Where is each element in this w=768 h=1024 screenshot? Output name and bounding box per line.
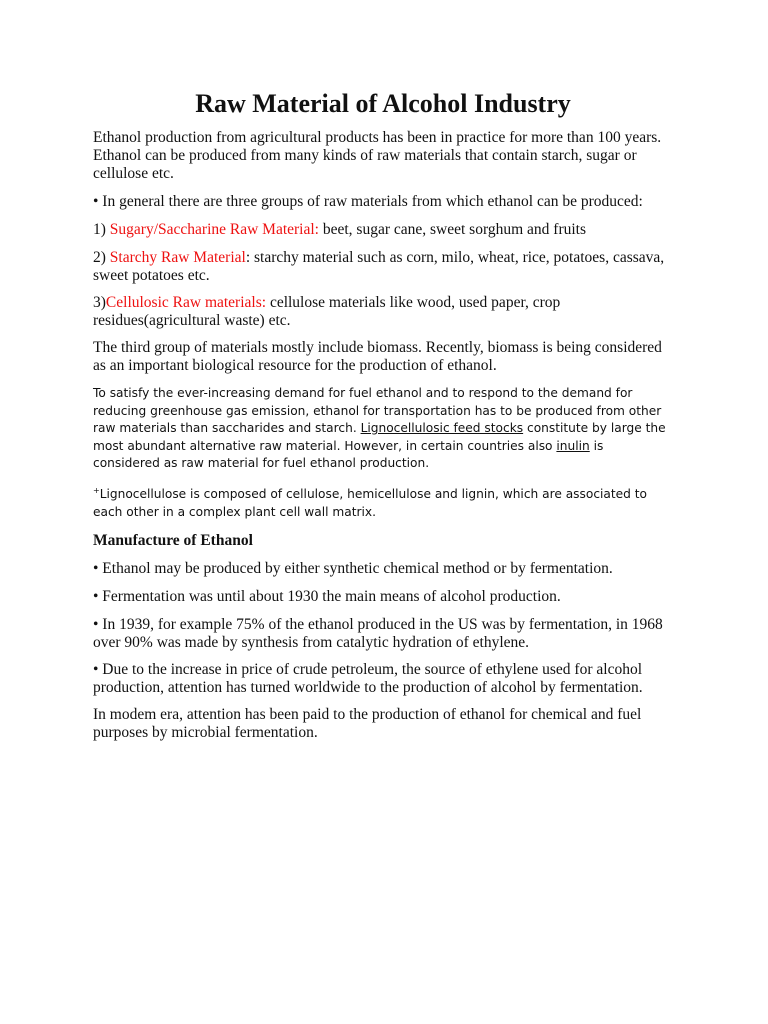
- groups-intro-bullet: • In general there are three groups of raw materials from which ethanol can be produced:: [93, 193, 643, 210]
- note-marker: +: [93, 485, 100, 495]
- item-text: beet, sugar cane, sweet sorghum and fruits: [318, 221, 586, 238]
- paragraph-text: is considered as raw material for fuel ethanol production.: [93, 438, 604, 471]
- item-text: : starchy material such as corn, milo, wheat, rice, potatoes, cassava, sweet potatoes etc.: [93, 249, 665, 284]
- document-body: [93, 88, 673, 742]
- paragraph-text: To satisfy the ever-increasing demand for fuel ethanol and to respond to the demand for reducing greenhouse gas emission, ethanol for transportation has to be produced from other raw materials than saccharides and starch.: [93, 386, 662, 436]
- inulin-link[interactable]: inulin: [556, 438, 590, 453]
- lignocellulosic-link[interactable]: Lignocellulosic feed stocks: [360, 421, 524, 436]
- raw-material-item-starchy: [93, 249, 673, 285]
- page-title: Raw Material of Alcohol Industry: [195, 89, 571, 118]
- bullet-synthetic-fermentation: • Ethanol may be produced by either synthetic chemical method or by fermentation.: [93, 560, 613, 578]
- note-text: Lignocellulose is composed of cellulose, hemicellulose and lignin, which are associated to each other in a complex plant cell wall matrix.: [93, 487, 647, 519]
- bullet-fermentation-1930: • Fermentation was until about 1930 the main means of alcohol production.: [93, 588, 561, 606]
- section-heading: Manufacture of Ethanol: [93, 532, 253, 550]
- lignocellulose-note: [93, 482, 673, 521]
- item-text: cellulose materials like wood, used paper, crop residues(agricultural waste) etc.: [93, 294, 561, 329]
- raw-material-item-cellulosic: [93, 294, 673, 330]
- intro-paragraph: Ethanol production from agricultural products has been in practice for more than 100 years. Ethanol can be produced from many kinds of raw materials that contain starch, sugar or cellulose etc.: [93, 129, 662, 182]
- paragraph-text: constitute by large the most abundant alternative raw material. However, in certain countries also: [93, 421, 666, 453]
- item-label-starchy: Starchy Raw Material: [109, 249, 246, 266]
- item-number: 1): [93, 221, 110, 238]
- raw-material-item-sugary: [93, 221, 673, 239]
- item-number: 3): [93, 294, 106, 311]
- modern-era-paragraph: In modem era, attention has been paid to the production of ethanol for chemical and fuel purposes by microbial fermentation.: [93, 706, 642, 742]
- item-label-cellulosic: Cellulosic Raw materials:: [105, 294, 267, 311]
- fuel-ethanol-paragraph: [93, 385, 673, 473]
- item-number: 2): [93, 249, 110, 266]
- biomass-paragraph: The third group of materials mostly include biomass. Recently, biomass is being considered as an important biological resource for the production of ethanol.: [93, 339, 662, 374]
- bullet-crude-petroleum: • Due to the increase in price of crude petroleum, the source of ethylene used for alcohol production, attention has turned worldwide to the production of alcohol by fermentation.: [93, 661, 643, 697]
- bullet-1939-1968: • In 1939, for example 75% of the ethanol produced in the US was by fermentation, in 1968 over 90% was made by synthesis from catalytic hydration of ethylene.: [93, 616, 663, 652]
- item-label-sugary: Sugary/Saccharine Raw Material:: [109, 221, 319, 238]
